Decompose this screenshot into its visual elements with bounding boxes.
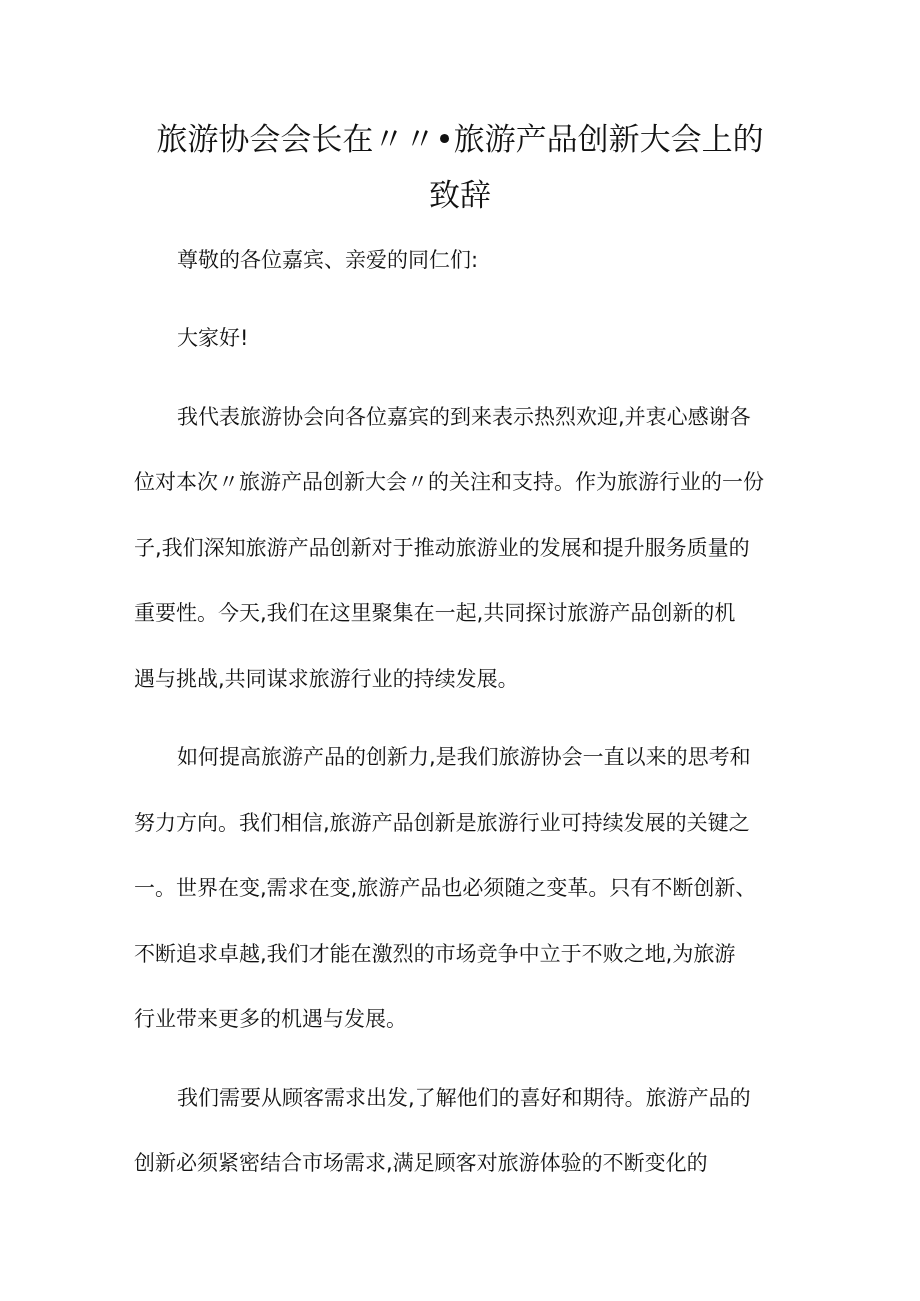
paragraph-1-line-1: 我代表旅游协会向各位嘉宾的到来表示热烈欢迎,并衷心感谢各 [177,405,751,429]
title-line-2: 致辞 [429,178,491,214]
paragraph-3-line-2: 创新必须紧密结合市场需求,满足顾客对旅游体验的不断变化的 [134,1151,708,1175]
paragraph-3-line-1: 我们需要从顾客需求出发,了解他们的喜好和期待。旅游产品的 [177,1086,751,1110]
paragraph-2-line-2: 努力方向。我们相信,旅游产品创新是旅游行业可持续发展的关键之 [134,811,750,835]
document-title [130,112,790,224]
paragraph-2-line-5: 行业带来更多的机遇与发展。 [134,1007,407,1031]
paragraph-1-line-4: 重要性。今天,我们在这里聚集在一起,共同探讨旅游产品创新的机 [134,601,736,625]
paragraph-1-line-3: 子,我们深知旅游产品创新对于推动旅游业的发展和提升服务质量的 [134,536,750,560]
salutation: 尊敬的各位嘉宾、亲爱的同仁们: [177,248,479,272]
greeting: 大家好! [177,326,249,350]
paragraph-1-line-2: 位对本次〃旅游产品创新大会〃的关注和支持。作为旅游行业的一份 [134,470,764,494]
paragraph-2-line-4: 不断追求卓越,我们才能在激烈的市场竞争中立于不败之地,为旅游 [134,942,736,966]
paragraph-1-line-5: 遇与挑战,共同谋求旅游行业的持续发展。 [134,667,519,691]
paragraph-2-line-3: 一。世界在变,需求在变,旅游产品也必须随之变革。只有不断创新、 [134,876,757,900]
title-line-1: 旅游协会会长在〃〃•旅游产品创新大会上的 [156,122,764,158]
paragraph-2-line-1: 如何提高旅游产品的创新力,是我们旅游协会一直以来的思考和 [177,745,751,769]
